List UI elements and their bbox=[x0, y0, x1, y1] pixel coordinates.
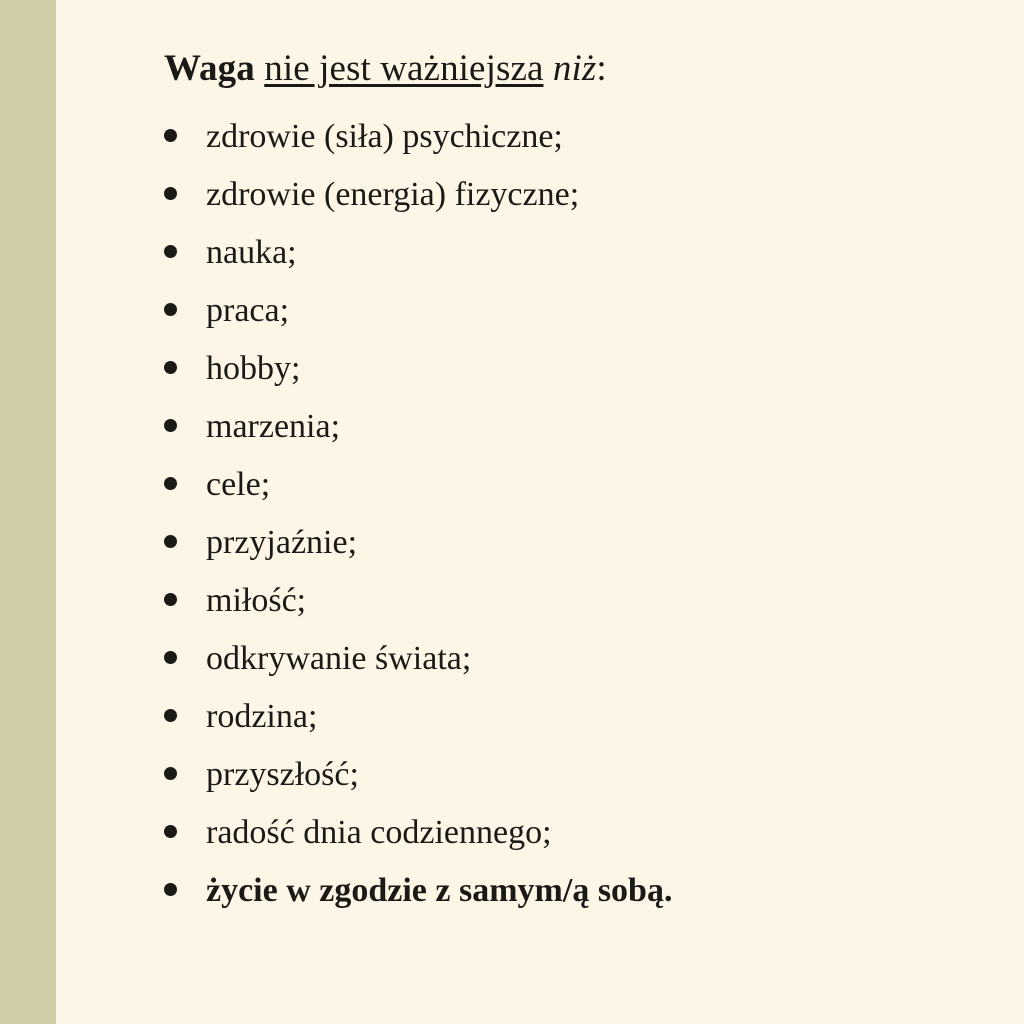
list-item bbox=[164, 410, 964, 444]
list-item-label: przyszłość; bbox=[206, 756, 359, 794]
bullet-icon bbox=[164, 414, 206, 436]
page-title bbox=[164, 46, 964, 92]
list-item bbox=[164, 642, 964, 676]
bullet-icon bbox=[164, 588, 206, 610]
list-item bbox=[164, 468, 964, 502]
list-item-label: zdrowie (siła) psychiczne; bbox=[206, 118, 563, 156]
bullet-icon bbox=[164, 820, 206, 842]
list-item bbox=[164, 874, 964, 908]
bullet-icon bbox=[164, 472, 206, 494]
title-colon: : bbox=[596, 48, 607, 89]
bullet-icon bbox=[164, 530, 206, 552]
list-item-label: życie w zgodzie z samym/ą sobą. bbox=[206, 872, 673, 910]
list-item-label: rodzina; bbox=[206, 698, 318, 736]
list-item-label: przyjaźnie; bbox=[206, 524, 358, 562]
list-item-label: marzenia; bbox=[206, 408, 341, 446]
list-item bbox=[164, 178, 964, 212]
list-item-label: odkrywanie świata; bbox=[206, 640, 472, 678]
list-item-label: nauka; bbox=[206, 234, 297, 272]
list-item bbox=[164, 526, 964, 560]
bullet-icon bbox=[164, 240, 206, 262]
list-item bbox=[164, 816, 964, 850]
title-bold-word: Waga bbox=[164, 48, 255, 89]
list-item-label: zdrowie (energia) fizyczne; bbox=[206, 176, 580, 214]
bullet-icon bbox=[164, 762, 206, 784]
bullet-icon bbox=[164, 298, 206, 320]
list-item bbox=[164, 352, 964, 386]
bullet-icon bbox=[164, 124, 206, 146]
bullet-icon bbox=[164, 356, 206, 378]
list-item bbox=[164, 584, 964, 618]
bullet-icon bbox=[164, 182, 206, 204]
list-item-label: radość dnia codziennego; bbox=[206, 814, 552, 852]
bullet-icon bbox=[164, 704, 206, 726]
list-item-label: cele; bbox=[206, 466, 271, 504]
values-list bbox=[164, 120, 964, 908]
list-item bbox=[164, 758, 964, 792]
list-item-label: praca; bbox=[206, 292, 290, 330]
list-item bbox=[164, 120, 964, 154]
list-item bbox=[164, 700, 964, 734]
list-item bbox=[164, 236, 964, 270]
bullet-icon bbox=[164, 646, 206, 668]
list-item-label: miłość; bbox=[206, 582, 307, 620]
title-italic-word: niż bbox=[552, 48, 597, 89]
list-item bbox=[164, 294, 964, 328]
title-underlined-phrase: nie jest ważniejsza bbox=[264, 48, 544, 89]
list-item-label: hobby; bbox=[206, 350, 301, 388]
left-color-band bbox=[0, 0, 56, 1024]
document-content bbox=[56, 0, 1024, 1024]
bullet-icon bbox=[164, 878, 206, 900]
